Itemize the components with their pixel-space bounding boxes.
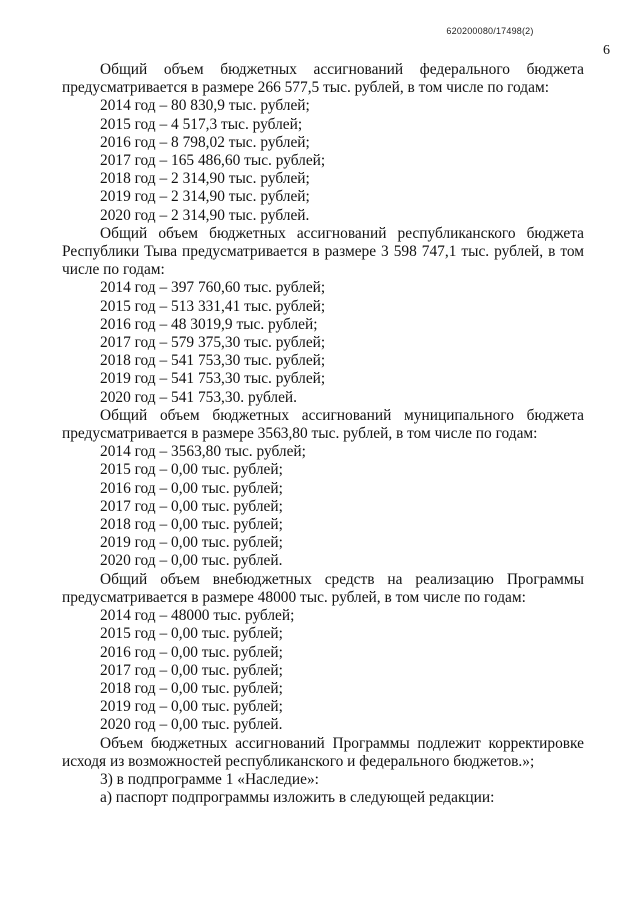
subprogram-item: 3) в подпрограмме 1 «Наследие»:	[100, 770, 319, 788]
municipal-year-line: 2017 год – 0,00 тыс. рублей;	[100, 497, 283, 515]
republican-year-line: 2015 год – 513 331,41 тыс. рублей;	[100, 297, 326, 315]
republican-year-line: 2017 год – 579 375,30 тыс. рублей;	[100, 334, 326, 352]
republican-year-line: 2020 год – 541 753,30. рублей.	[100, 388, 298, 406]
federal-budget-section	[62, 61, 584, 225]
extrabudgetary-intro: Общий объем внебюджетных средств на реализацию Программы предусматривается в размере 48000 тыс. рублей, в том числе по годам:	[62, 570, 584, 606]
municipal-year-line: 2014 год – 3563,80 тыс. рублей;	[100, 443, 306, 461]
extrabudgetary-year-line: 2015 год – 0,00 тыс. рублей;	[100, 625, 283, 643]
correction-note: Объем бюджетных ассигнований Программы подлежит корректировке исходя из возможностей республиканского и федерального бюджетов.»;	[62, 734, 584, 770]
extrabudgetary-year-line: 2018 год – 0,00 тыс. рублей;	[100, 679, 283, 697]
extrabudgetary-year-line: 2014 год – 48000 тыс. рублей;	[100, 607, 295, 625]
municipal-budget-section	[62, 407, 584, 571]
municipal-year-line: 2016 год – 0,00 тыс. рублей;	[100, 479, 283, 497]
extrabudgetary-year-line: 2019 год – 0,00 тыс. рублей;	[100, 698, 283, 716]
document-code: 620200080/17498(2)	[446, 26, 534, 36]
extrabudgetary-year-line: 2017 год – 0,00 тыс. рублей;	[100, 661, 283, 679]
federal-year-line: 2017 год – 165 486,60 тыс. рублей;	[100, 152, 326, 170]
republican-year-line: 2016 год – 48 3019,9 тыс. рублей;	[100, 315, 318, 333]
page-number: 6	[603, 43, 610, 58]
extrabudgetary-section	[62, 571, 584, 735]
passport-item: а) паспорт подпрограммы изложить в следующей редакции:	[100, 789, 495, 807]
republican-year-line: 2014 год – 397 760,60 тыс. рублей;	[100, 279, 326, 297]
federal-budget-intro: Общий объем бюджетных ассигнований федерального бюджета предусматривается в размере 266 577,5 тыс. рублей, в том числе по годам:	[62, 61, 584, 97]
federal-year-line: 2019 год – 2 314,90 тыс. рублей;	[100, 188, 310, 206]
extrabudgetary-year-line: 2020 год – 0,00 тыс. рублей.	[100, 716, 283, 734]
municipal-year-line: 2020 год – 0,00 тыс. рублей.	[100, 552, 283, 570]
federal-year-line: 2014 год – 80 830,9 тыс. рублей;	[100, 97, 310, 115]
federal-year-line: 2020 год – 2 314,90 тыс. рублей.	[100, 206, 310, 224]
municipal-budget-intro: Общий объем бюджетных ассигнований муниципального бюджета предусматривается в размере 3563,80 тыс. рублей, в том числе по годам:	[62, 406, 584, 443]
republican-budget-section	[62, 225, 584, 407]
municipal-year-line: 2018 год – 0,00 тыс. рублей;	[100, 516, 283, 534]
document-body	[62, 61, 584, 807]
republican-year-line: 2019 год – 541 753,30 тыс. рублей;	[100, 370, 326, 388]
republican-budget-intro: Общий объем бюджетных ассигнований республиканского бюджета Республики Тыва предусматривается в размере 3 598 747,1 тыс. рублей, в том числе по годам:	[62, 224, 584, 279]
federal-year-line: 2016 год – 8 798,02 тыс. рублей;	[100, 133, 310, 151]
republican-year-line: 2018 год – 541 753,30 тыс. рублей;	[100, 352, 326, 370]
federal-year-line: 2018 год – 2 314,90 тыс. рублей;	[100, 170, 310, 188]
municipal-year-line: 2015 год – 0,00 тыс. рублей;	[100, 461, 283, 479]
municipal-year-line: 2019 год – 0,00 тыс. рублей;	[100, 534, 283, 552]
extrabudgetary-year-line: 2016 год – 0,00 тыс. рублей;	[100, 643, 283, 661]
federal-year-line: 2015 год – 4 517,3 тыс. рублей;	[100, 115, 303, 133]
